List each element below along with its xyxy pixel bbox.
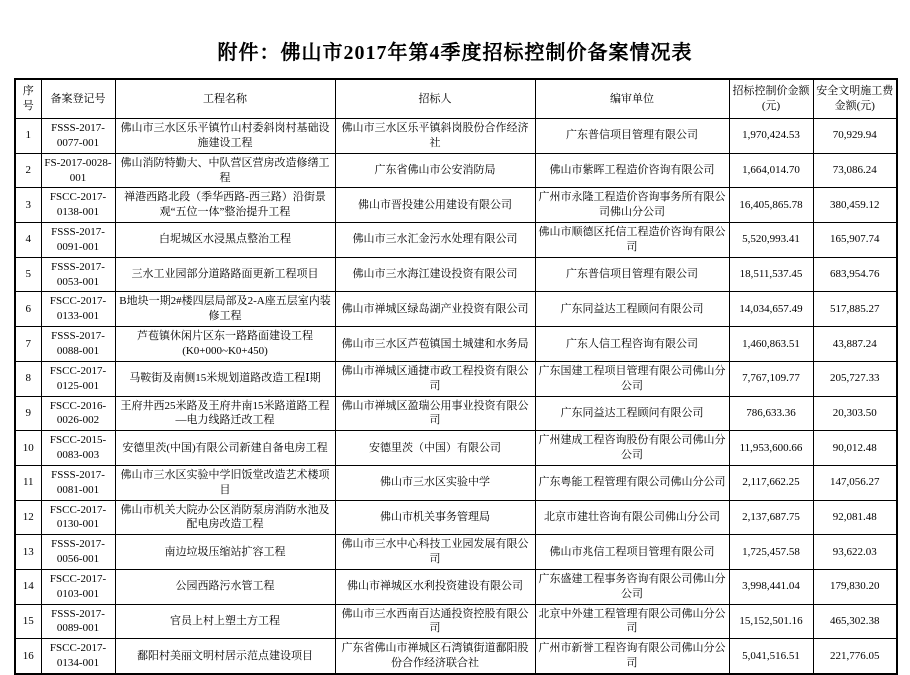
cell-safety-fee: 73,086.24 xyxy=(813,153,897,188)
cell-review-unit: 佛山市紫晖工程造价咨询有限公司 xyxy=(535,153,729,188)
table-row xyxy=(15,188,897,223)
cell-reg-no: FSCC-2017-0134-001 xyxy=(41,639,115,674)
table-row xyxy=(15,569,897,604)
cell-serial-no: 10 xyxy=(15,431,41,466)
cell-safety-fee: 221,776.05 xyxy=(813,639,897,674)
cell-serial-no: 12 xyxy=(15,500,41,535)
cell-tenderer: 安德里茨（中国）有限公司 xyxy=(335,431,535,466)
cell-project-name: 南边垃圾压缩站扩容工程 xyxy=(115,535,335,570)
cell-project-name: 佛山市三水区乐平镇竹山村委斜岗村基础设施建设工程 xyxy=(115,119,335,154)
cell-review-unit: 北京中外建工程管理有限公司佛山分公司 xyxy=(535,604,729,639)
cell-serial-no: 14 xyxy=(15,569,41,604)
cell-tenderer: 佛山市三水区乐平镇斜岗股份合作经济社 xyxy=(335,119,535,154)
cell-safety-fee: 147,056.27 xyxy=(813,465,897,500)
table-row xyxy=(15,327,897,362)
cell-tenderer: 佛山市禅城区盈瑞公用事业投资有限公司 xyxy=(335,396,535,431)
header-col-review-unit: 编审单位 xyxy=(535,79,729,119)
cell-control-price: 5,041,516.51 xyxy=(729,639,813,674)
table-header-row xyxy=(15,79,897,119)
cell-project-name: 三水工业园部分道路路面更新工程项目 xyxy=(115,257,335,292)
cell-reg-no: FSSS-2017-0077-001 xyxy=(41,119,115,154)
cell-reg-no: FSCC-2017-0130-001 xyxy=(41,500,115,535)
table-row xyxy=(15,119,897,154)
cell-review-unit: 广东同益达工程顾问有限公司 xyxy=(535,396,729,431)
table-row xyxy=(15,396,897,431)
cell-tenderer: 广东省佛山市禅城区石湾镇街道鄱阳股份合作经济联合社 xyxy=(335,639,535,674)
header-col-serial: 序号 xyxy=(15,79,41,119)
cell-review-unit: 广东同益达工程顾问有限公司 xyxy=(535,292,729,327)
cell-control-price: 11,953,600.66 xyxy=(729,431,813,466)
table-row xyxy=(15,153,897,188)
cell-control-price: 2,117,662.25 xyxy=(729,465,813,500)
table-row xyxy=(15,361,897,396)
cell-review-unit: 广东普信项目管理有限公司 xyxy=(535,257,729,292)
cell-reg-no: FSSS-2017-0088-001 xyxy=(41,327,115,362)
cell-safety-fee: 380,459.12 xyxy=(813,188,897,223)
cell-project-name: 鄱阳村美丽文明村居示范点建设项目 xyxy=(115,639,335,674)
cell-review-unit: 北京市建壮咨询有限公司佛山分公司 xyxy=(535,500,729,535)
cell-tenderer: 广东省佛山市公安消防局 xyxy=(335,153,535,188)
table-row xyxy=(15,431,897,466)
header-col-safety-fee: 安全文明施工费金额(元) xyxy=(813,79,897,119)
filing-table xyxy=(14,78,898,675)
cell-serial-no: 4 xyxy=(15,223,41,258)
table-body xyxy=(15,119,897,675)
cell-project-name: 芦苞镇休闲片区东一路路面建设工程(K0+000~K0+450) xyxy=(115,327,335,362)
cell-review-unit: 广东普信项目管理有限公司 xyxy=(535,119,729,154)
cell-safety-fee: 20,303.50 xyxy=(813,396,897,431)
cell-project-name: 白坭城区水浸黑点整治工程 xyxy=(115,223,335,258)
cell-serial-no: 15 xyxy=(15,604,41,639)
cell-safety-fee: 517,885.27 xyxy=(813,292,897,327)
table-row xyxy=(15,223,897,258)
cell-project-name: 佛山消防特勤大、中队营区营房改造修缮工程 xyxy=(115,153,335,188)
cell-safety-fee: 43,887.24 xyxy=(813,327,897,362)
cell-serial-no: 3 xyxy=(15,188,41,223)
cell-control-price: 1,460,863.51 xyxy=(729,327,813,362)
cell-serial-no: 7 xyxy=(15,327,41,362)
cell-project-name: 佛山市三水区实验中学旧饭堂改造艺术楼项目 xyxy=(115,465,335,500)
cell-tenderer: 佛山市三水西南百达通投资控股有限公司 xyxy=(335,604,535,639)
cell-control-price: 1,664,014.70 xyxy=(729,153,813,188)
cell-reg-no: FSCC-2016-0026-002 xyxy=(41,396,115,431)
cell-review-unit: 广东国建工程项目管理有限公司佛山分公司 xyxy=(535,361,729,396)
cell-tenderer: 佛山市三水中心科技工业园发展有限公司 xyxy=(335,535,535,570)
cell-review-unit: 广州市新誉工程咨询有限公司佛山分公司 xyxy=(535,639,729,674)
cell-serial-no: 9 xyxy=(15,396,41,431)
cell-tenderer: 佛山市晋投建公用建设有限公司 xyxy=(335,188,535,223)
cell-review-unit: 佛山市兆信工程项目管理有限公司 xyxy=(535,535,729,570)
cell-control-price: 7,767,109.77 xyxy=(729,361,813,396)
cell-reg-no: FSSS-2017-0053-001 xyxy=(41,257,115,292)
cell-reg-no: FSSS-2017-0081-001 xyxy=(41,465,115,500)
cell-reg-no: FSSS-2017-0056-001 xyxy=(41,535,115,570)
cell-serial-no: 11 xyxy=(15,465,41,500)
cell-project-name: 佛山市机关大院办公区消防泵房消防水池及配电房改造工程 xyxy=(115,500,335,535)
cell-safety-fee: 93,622.03 xyxy=(813,535,897,570)
cell-review-unit: 佛山市顺德区托信工程造价咨询有限公司 xyxy=(535,223,729,258)
table-row xyxy=(15,465,897,500)
cell-project-name: 王府井西25米路及王府井南15米路道路工程—电力线路迁改工程 xyxy=(115,396,335,431)
cell-serial-no: 5 xyxy=(15,257,41,292)
cell-review-unit: 广州建成工程咨询股份有限公司佛山分公司 xyxy=(535,431,729,466)
cell-safety-fee: 92,081.48 xyxy=(813,500,897,535)
cell-serial-no: 13 xyxy=(15,535,41,570)
cell-control-price: 3,998,441.04 xyxy=(729,569,813,604)
cell-review-unit: 广东人信工程咨询有限公司 xyxy=(535,327,729,362)
cell-tenderer: 佛山市三水区芦苞镇国土城建和水务局 xyxy=(335,327,535,362)
cell-reg-no: FSCC-2017-0103-001 xyxy=(41,569,115,604)
cell-reg-no: FSCC-2017-0138-001 xyxy=(41,188,115,223)
page-title: 附件：佛山市2017年第4季度招标控制价备案情况表 xyxy=(217,42,693,64)
cell-control-price: 14,034,657.49 xyxy=(729,292,813,327)
cell-project-name: 安德里茨(中国)有限公司新建自备电房工程 xyxy=(115,431,335,466)
table-row xyxy=(15,535,897,570)
cell-tenderer: 佛山市禅城区绿岛湖产业投资有限公司 xyxy=(335,292,535,327)
cell-control-price: 786,633.36 xyxy=(729,396,813,431)
cell-project-name: 官员上村上塑土方工程 xyxy=(115,604,335,639)
cell-serial-no: 1 xyxy=(15,119,41,154)
cell-reg-no: FSCC-2015-0083-003 xyxy=(41,431,115,466)
cell-safety-fee: 70,929.94 xyxy=(813,119,897,154)
cell-tenderer: 佛山市禅城区水利投资建设有限公司 xyxy=(335,569,535,604)
header-col-reg-no: 备案登记号 xyxy=(41,79,115,119)
table-row xyxy=(15,257,897,292)
table-row xyxy=(15,604,897,639)
header-col-tenderer: 招标人 xyxy=(335,79,535,119)
cell-control-price: 15,152,501.16 xyxy=(729,604,813,639)
cell-reg-no: FSCC-2017-0125-001 xyxy=(41,361,115,396)
cell-control-price: 1,970,424.53 xyxy=(729,119,813,154)
cell-safety-fee: 465,302.38 xyxy=(813,604,897,639)
cell-tenderer: 佛山市三水海江建设投资有限公司 xyxy=(335,257,535,292)
header-col-project-name: 工程名称 xyxy=(115,79,335,119)
cell-review-unit: 广东粤能工程管理有限公司佛山分公司 xyxy=(535,465,729,500)
cell-project-name: 禅港西路北段（季华西路-西三路）沿街景观“五位一体”整治提升工程 xyxy=(115,188,335,223)
cell-serial-no: 8 xyxy=(15,361,41,396)
cell-review-unit: 广州市永隆工程造价咨询事务所有限公司佛山分公司 xyxy=(535,188,729,223)
cell-control-price: 1,725,457.58 xyxy=(729,535,813,570)
cell-tenderer: 佛山市机关事务管理局 xyxy=(335,500,535,535)
cell-serial-no: 2 xyxy=(15,153,41,188)
cell-control-price: 5,520,993.41 xyxy=(729,223,813,258)
cell-control-price: 16,405,865.78 xyxy=(729,188,813,223)
cell-tenderer: 佛山市三水汇金污水处理有限公司 xyxy=(335,223,535,258)
cell-reg-no: FS-2017-0028-001 xyxy=(41,153,115,188)
cell-serial-no: 16 xyxy=(15,639,41,674)
cell-project-name: 马鞍街及南侧15米规划道路改造工程Ⅰ期 xyxy=(115,361,335,396)
cell-control-price: 18,511,537.45 xyxy=(729,257,813,292)
cell-tenderer: 佛山市三水区实验中学 xyxy=(335,465,535,500)
cell-safety-fee: 205,727.33 xyxy=(813,361,897,396)
header-col-control-price: 招标控制价金额(元) xyxy=(729,79,813,119)
cell-safety-fee: 683,954.76 xyxy=(813,257,897,292)
table-row xyxy=(15,500,897,535)
table-row xyxy=(15,639,897,674)
cell-reg-no: FSSS-2017-0089-001 xyxy=(41,604,115,639)
cell-project-name: 公园西路污水管工程 xyxy=(115,569,335,604)
cell-safety-fee: 90,012.48 xyxy=(813,431,897,466)
cell-reg-no: FSCC-2017-0133-001 xyxy=(41,292,115,327)
cell-reg-no: FSSS-2017-0091-001 xyxy=(41,223,115,258)
cell-control-price: 2,137,687.75 xyxy=(729,500,813,535)
table-row xyxy=(15,292,897,327)
cell-serial-no: 6 xyxy=(15,292,41,327)
cell-tenderer: 佛山市禅城区通捷市政工程投资有限公司 xyxy=(335,361,535,396)
cell-safety-fee: 165,907.74 xyxy=(813,223,897,258)
cell-review-unit: 广东盛建工程事务咨询有限公司佛山分公司 xyxy=(535,569,729,604)
cell-safety-fee: 179,830.20 xyxy=(813,569,897,604)
cell-project-name: B地块一期2#楼四层局部及2-A座五层室内装修工程 xyxy=(115,292,335,327)
